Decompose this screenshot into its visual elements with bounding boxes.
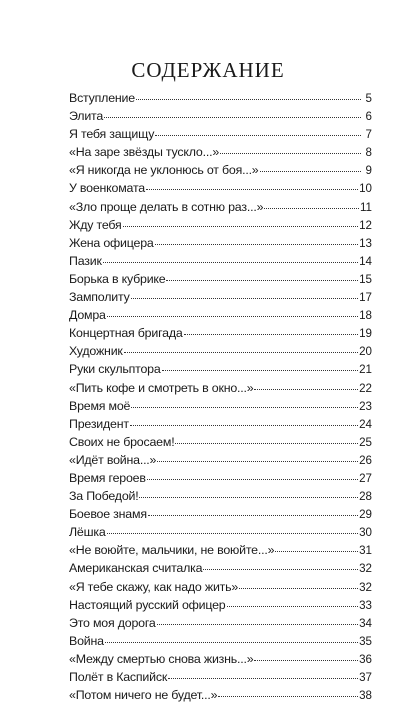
- toc-entry-page-number: 13: [359, 236, 372, 250]
- dot-leader: [239, 586, 358, 589]
- toc-entry[interactable]: [69, 107, 372, 125]
- toc-entry-title: Своих не бросаем!: [69, 434, 175, 449]
- dot-leader: [254, 658, 358, 661]
- dot-leader: [107, 314, 358, 317]
- toc-entry[interactable]: [69, 415, 372, 433]
- toc-entry-title: Домра: [69, 308, 106, 323]
- toc-entry-page-number: 37: [359, 671, 372, 684]
- dot-leader: [136, 97, 361, 100]
- toc-entry-title: Вступление: [69, 91, 135, 105]
- toc-entry[interactable]: [69, 397, 372, 415]
- toc-entry-title: Президент: [69, 416, 129, 431]
- toc-entry[interactable]: [69, 143, 372, 161]
- toc-entry[interactable]: [69, 216, 372, 234]
- toc-entry[interactable]: [69, 614, 372, 632]
- toc-entry-title: «Потом ничего не будет...»: [69, 688, 218, 703]
- toc-entry-page-number: 5: [365, 92, 372, 105]
- toc-entry[interactable]: [69, 650, 372, 668]
- toc-entry[interactable]: [69, 306, 372, 324]
- toc-entry[interactable]: [69, 541, 372, 559]
- toc-entry[interactable]: [69, 578, 372, 596]
- toc-entry-page-number: 38: [359, 689, 372, 703]
- toc-entry-title: Лёшка: [69, 525, 106, 540]
- toc-entry-page-number: 28: [359, 490, 372, 504]
- toc-entry-title: Я тебя защищу: [69, 127, 155, 142]
- toc-entry-title: «Идёт война...»: [69, 452, 157, 467]
- toc-entry[interactable]: [69, 686, 372, 704]
- toc-entry-title: «На заре звёзды тускло...»: [69, 145, 220, 160]
- dot-leader: [105, 640, 358, 643]
- dot-leader: [147, 477, 358, 480]
- toc-entry-title: Борька в кубрике: [69, 271, 166, 286]
- toc-entry-page-number: 21: [359, 363, 372, 377]
- toc-entry-page-number: 27: [359, 471, 372, 485]
- toc-entry[interactable]: [69, 360, 372, 378]
- dot-leader: [123, 224, 359, 227]
- dot-leader: [157, 459, 358, 462]
- toc-entry[interactable]: [69, 379, 372, 397]
- dot-leader: [168, 676, 358, 679]
- toc-entry-title: Художник: [69, 344, 123, 359]
- toc-entry-page-number: 35: [359, 634, 372, 648]
- toc-entry-title: Время героев: [69, 470, 146, 485]
- dot-leader: [131, 405, 358, 408]
- dot-leader: [130, 423, 358, 426]
- toc-entry[interactable]: [69, 559, 372, 577]
- toc-entry-title: Война: [69, 633, 104, 648]
- dot-leader: [254, 387, 358, 390]
- toc-entry[interactable]: [69, 596, 372, 614]
- toc-entry-title: Американская считалка: [69, 561, 203, 576]
- dot-leader: [104, 115, 361, 118]
- toc-entry[interactable]: [69, 252, 372, 270]
- toc-entry-title: Время моё: [69, 398, 131, 413]
- toc-entry[interactable]: [69, 89, 372, 107]
- toc-entry-page-number: 7: [365, 128, 372, 142]
- toc-entry-title: Жду тебя: [69, 217, 122, 232]
- toc-entry[interactable]: [69, 632, 372, 650]
- toc-entry-title: Замполиту: [69, 290, 130, 305]
- toc-entry[interactable]: [69, 324, 372, 342]
- toc-entry-page-number: 12: [359, 218, 372, 232]
- toc-entry-page-number: 9: [365, 164, 372, 178]
- toc-entry-title: Боевое знамя: [69, 507, 147, 522]
- toc-entry-page-number: 15: [359, 272, 372, 286]
- toc-entry[interactable]: [69, 668, 372, 686]
- toc-entry-title: Руки скульптора: [69, 362, 161, 377]
- toc-entry-title: «Не воюйте, мальчики, не воюйте...»: [69, 543, 275, 558]
- toc-entry-title: «Я тебе скажу, как надо жить»: [69, 579, 239, 594]
- toc-entry[interactable]: [69, 342, 372, 360]
- dot-leader: [260, 169, 362, 172]
- dot-leader: [166, 278, 358, 281]
- toc-entry-page-number: 10: [359, 182, 372, 196]
- toc-entry-page-number: 26: [359, 453, 372, 467]
- toc-entry-page-number: 14: [359, 254, 372, 268]
- toc-entry-page-number: 30: [359, 526, 372, 540]
- toc-entry[interactable]: [69, 179, 372, 197]
- dot-leader: [155, 242, 358, 245]
- dot-leader: [184, 332, 359, 335]
- dot-leader: [264, 206, 359, 209]
- toc-entry-title: Это моя дорога: [69, 615, 156, 630]
- dot-leader: [131, 296, 359, 299]
- dot-leader: [148, 513, 358, 516]
- dot-leader: [103, 260, 358, 263]
- toc-entry[interactable]: [69, 487, 372, 505]
- toc-entry-page-number: 18: [359, 309, 372, 323]
- dot-leader: [203, 567, 358, 570]
- toc-entry-title: «Я никогда не уклонюсь от боя...»: [69, 163, 259, 178]
- dot-leader: [275, 549, 358, 552]
- toc-entry[interactable]: [69, 451, 372, 469]
- dot-leader: [155, 133, 361, 136]
- toc-entry-page-number: 19: [359, 327, 372, 341]
- toc-entry-page-number: 24: [359, 417, 372, 431]
- dot-leader: [139, 495, 358, 498]
- toc-entry-title: «Зло проще делать в сотню раз...»: [69, 199, 264, 214]
- toc-entry-page-number: 33: [359, 598, 372, 612]
- dot-leader: [107, 531, 359, 534]
- toc-entry-title: Пазик: [69, 253, 102, 268]
- toc-entry-page-number: 11: [359, 200, 372, 214]
- toc-entry-title: Элита: [69, 109, 104, 124]
- toc-entry[interactable]: [69, 161, 372, 179]
- toc-entry[interactable]: [69, 270, 372, 288]
- toc-entry-title: Настоящий русский офицер: [69, 597, 226, 612]
- toc-entry[interactable]: [69, 198, 372, 216]
- dot-leader: [146, 187, 358, 190]
- table-of-contents: [69, 89, 372, 704]
- toc-entry-title: Полёт в Каспийск: [69, 670, 168, 684]
- toc-entry[interactable]: [69, 125, 372, 143]
- toc-entry-page-number: 6: [365, 110, 372, 124]
- toc-entry-title: У военкомата: [69, 181, 145, 196]
- toc-entry[interactable]: [69, 523, 372, 541]
- toc-entry-page-number: 31: [359, 544, 372, 558]
- dot-leader: [124, 350, 358, 353]
- toc-entry-page-number: 22: [359, 381, 372, 395]
- toc-entry[interactable]: [69, 469, 372, 487]
- toc-entry-page-number: 36: [359, 652, 372, 666]
- toc-entry-page-number: 29: [359, 508, 372, 522]
- toc-entry-title: «Пить кофе и смотреть в окно...»: [69, 380, 254, 395]
- toc-entry-title: Жена офицера: [69, 235, 154, 250]
- dot-leader: [175, 441, 358, 444]
- toc-entry-title: За Победой!: [69, 489, 139, 504]
- toc-entry-page-number: 17: [359, 291, 372, 305]
- dot-leader: [220, 151, 361, 154]
- toc-entry-page-number: 20: [359, 345, 372, 359]
- toc-entry-page-number: 23: [359, 399, 372, 413]
- toc-entry-page-number: 34: [359, 616, 372, 630]
- toc-entry-page-number: 32: [359, 562, 372, 576]
- dot-leader: [157, 622, 359, 625]
- dot-leader: [218, 694, 358, 697]
- toc-entry[interactable]: [69, 505, 372, 523]
- dot-leader: [162, 368, 359, 371]
- toc-entry-title: Концертная бригада: [69, 326, 183, 341]
- toc-entry-title: «Между смертью снова жизнь...»: [69, 651, 254, 666]
- toc-entry[interactable]: [69, 433, 372, 451]
- toc-entry[interactable]: [69, 288, 372, 306]
- toc-entry-page-number: 32: [359, 580, 372, 594]
- toc-entry-page-number: 8: [365, 146, 372, 160]
- toc-entry[interactable]: [69, 234, 372, 252]
- dot-leader: [227, 604, 359, 607]
- toc-entry-page-number: 25: [359, 435, 372, 449]
- page-title: СОДЕРЖАНИЕ: [131, 58, 285, 82]
